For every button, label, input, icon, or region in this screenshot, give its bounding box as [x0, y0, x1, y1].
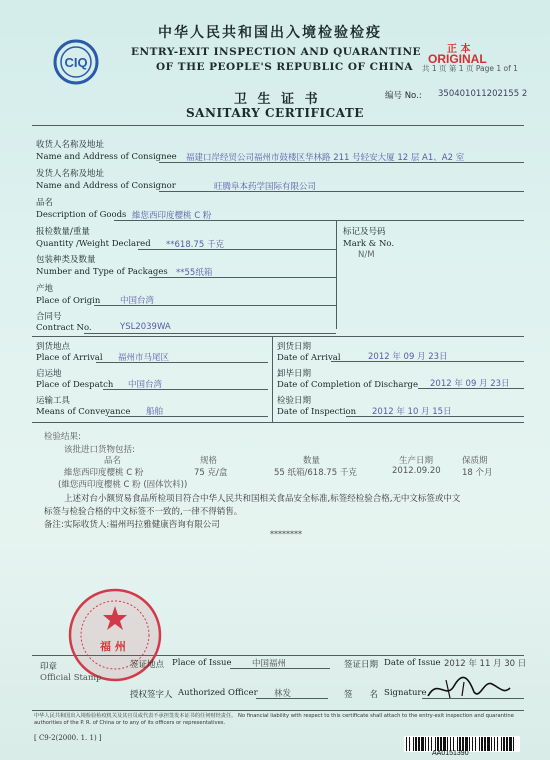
barcode-bar: [479, 737, 480, 751]
goods-label-en: Description of Goods: [36, 210, 127, 220]
barcode-bar: [459, 737, 461, 751]
barcode-bar: [481, 737, 483, 751]
barcode-bar: [450, 737, 451, 751]
certificate-number: 350401011202155 2: [438, 89, 528, 99]
issue-date-value: 2012 年 11 月 30 日: [444, 659, 527, 669]
barcode-bar: [431, 737, 432, 751]
issue-date-label-cn: 签证日期: [344, 660, 379, 670]
barcode-bar: [465, 737, 468, 751]
mark-value: N/M: [358, 250, 375, 260]
results-paragraph-2: 标签与检验合格的中文标签不一致的,一律不得销售。: [44, 507, 243, 517]
col-quantity: 数量: [303, 456, 321, 466]
barcode-bar: [506, 737, 508, 751]
officer-value: 林发: [274, 689, 292, 699]
barcode-bar: [453, 737, 454, 751]
discharge-label-cn: 卸毕日期: [277, 369, 312, 379]
quantity-label-cn: 报检数量/重量: [36, 227, 90, 237]
inspection-label-en: Date of Inspection: [277, 407, 357, 417]
barcode-bar: [503, 737, 505, 751]
barcode-bar: [413, 737, 414, 751]
form-code: [ C9-2(2000. 1. 1) ]: [34, 734, 102, 742]
consignee-label-en: Name and Address of Consignee: [36, 152, 177, 162]
quantity-value: **618.75 千克: [166, 240, 224, 250]
issuer-title-en-line2: OF THE PEOPLE'S REPUBLIC OF CHINA: [156, 61, 414, 73]
mark-label-en: Mark & No.: [343, 239, 395, 249]
stamp-label-en: Official Stamp: [40, 673, 102, 683]
row-shelf-life: 18 个月: [462, 468, 493, 478]
barcode-bar: [462, 737, 464, 751]
contract-label-cn: 合同号: [36, 312, 62, 322]
origin-label-en: Place of Origin: [36, 296, 101, 306]
contract-label-en: Contract No.: [36, 323, 92, 333]
stamp-city: 福 州: [100, 640, 126, 653]
origin-label-cn: 产地: [36, 284, 54, 294]
origin-value: 中国台湾: [120, 296, 155, 306]
barcode-bar: [409, 737, 410, 751]
consignor-label-en: Name and Address of Consignor: [36, 181, 176, 191]
barcode-bar: [487, 737, 490, 751]
original-stamp-cn: 正 本: [447, 44, 471, 55]
barcode-bar: [440, 737, 442, 751]
despatch-label-cn: 启运地: [36, 369, 62, 379]
arrival-place-label-en: Place of Arrival: [36, 353, 103, 363]
certificate-title-cn: 卫 生 证 书: [234, 92, 321, 107]
arrival-place-label-cn: 到货地点: [36, 342, 71, 352]
row-name: 維您西印度樱桃 C 粉: [64, 468, 144, 478]
signature-label-cn: 签 名: [344, 690, 379, 700]
results-note: (維您西印度樱桃 C 粉 (固体饮料)): [58, 480, 188, 490]
goods-label-cn: 品名: [36, 198, 54, 208]
barcode-bar: [494, 737, 495, 751]
results-heading: 检验结果:: [44, 432, 81, 442]
col-shelf-life: 保质期: [462, 456, 488, 466]
results-stars: ********: [270, 530, 302, 539]
results-paragraph-1: 上述对台小额贸易食品所检项目符合中华人民共和国相关食品安全标准,标签经检验合格,无中文标签或中文: [64, 494, 461, 504]
barcode-bar: [501, 737, 502, 751]
officer-label-cn: 授权签字人: [130, 690, 173, 700]
barcode-bar: [491, 737, 492, 751]
goods-value: 維您西印度樱桃 C 粉: [132, 211, 212, 221]
barcode-number: AA0151390: [432, 750, 469, 757]
officer-label-en: Authorized Officer: [178, 688, 258, 698]
row-spec: 75 克/盒: [194, 468, 228, 478]
disclaimer-cn: 中华人民共和国出入境检验检疫机关及其官员或代表不承担签发本证书的任何财经责任。: [34, 713, 237, 719]
conveyance-label-cn: 运输工具: [36, 396, 71, 406]
issue-place-label-en: Place of Issue: [172, 658, 232, 668]
despatch-label-en: Place of Despatch: [36, 380, 114, 390]
discharge-value: 2012 年 09 月 23日: [430, 379, 510, 389]
conveyance-label-en: Means of Conveyance: [36, 407, 131, 417]
barcode-bar: [435, 737, 436, 751]
logo-text: CIQ: [64, 55, 88, 70]
barcode-bar: [513, 737, 514, 751]
consignor-value: 旺腾阜本药学国际有限公司: [214, 182, 317, 192]
consignor-label-cn: 发货人名称及地址: [36, 169, 105, 179]
disclaimer: [34, 713, 524, 727]
original-stamp-en: ORIGINAL: [428, 52, 487, 66]
barcode-bar: [428, 737, 429, 751]
stamp-label-cn: 印章: [40, 662, 58, 672]
inspection-label-cn: 检验日期: [277, 396, 312, 406]
inspection-value: 2012 年 10 月 15日: [372, 407, 452, 417]
arrival-date-value: 2012 年 09 月 23日: [368, 352, 448, 362]
ciq-logo: [52, 38, 100, 86]
barcode-bar: [497, 737, 498, 751]
certificate-number-label: 编号 No.:: [385, 91, 422, 101]
barcode-bar: [509, 737, 512, 751]
issuer-title-cn: 中华人民共和国出入境检验检疫: [158, 25, 382, 41]
packages-label-cn: 包装种类及数量: [36, 255, 96, 265]
col-spec: 规格: [200, 456, 218, 466]
barcode-bar: [475, 737, 476, 751]
col-name: 品名: [104, 456, 122, 466]
barcode-bar: [457, 737, 458, 751]
conveyance-value: 船舶: [146, 407, 164, 417]
issue-place-label-cn: 签证地点: [130, 660, 165, 670]
barcode-bar: [406, 737, 407, 751]
col-production-date: 生产日期: [399, 456, 434, 466]
signature-label-en: Signature: [384, 688, 427, 698]
disclaimer-en: No financial liability with respect to this certificate shall attach to the entry-exit inspection and quarantine authorities of the P. R. of China or to any of its officers or representatives.: [34, 713, 514, 726]
barcode-bar: [469, 737, 470, 751]
packages-label-en: Number and Type of Packages: [36, 267, 168, 277]
consignee-value: 福建口岸经贸公司福州市鼓楼区华林路 211 号轻安大厦 12 层 A1、A2 室: [186, 153, 465, 163]
arrival-date-label-en: Date of Arrival: [277, 353, 341, 363]
quantity-label-en: Quantity /Weight Declared: [36, 239, 151, 249]
row-quantity: 55 纸箱/618.75 千克: [274, 468, 357, 478]
mark-label-cn: 标记及号码: [343, 227, 386, 237]
arrival-place-value: 福州市马尾区: [118, 353, 170, 363]
barcode-bar: [437, 737, 439, 751]
issuer-title-en-line1: ENTRY-EXIT INSPECTION AND QUARANTINE: [131, 46, 422, 58]
barcode-bar: [484, 737, 486, 751]
discharge-label-en: Date of Completion of Discharge: [277, 380, 418, 390]
barcode-bar: [415, 737, 417, 751]
barcode-bar: [425, 737, 426, 751]
barcode-bar: [418, 737, 420, 751]
contract-value: YSL2039WA: [120, 322, 171, 332]
results-subheading: 该批进口货物包括:: [64, 445, 135, 455]
despatch-value: 中国台湾: [128, 380, 163, 390]
barcode-bar: [472, 737, 473, 751]
issue-place-value: 中国福州: [252, 659, 287, 669]
barcode-bar: [421, 737, 424, 751]
barcode-bar: [447, 737, 448, 751]
barcode-bar: [443, 737, 446, 751]
certificate-title-en: SANITARY CERTIFICATE: [186, 106, 364, 120]
handwritten-signature: [424, 674, 514, 702]
results-paragraph-3: 备注:实际收货人:福州玛拉雅健康咨询有限公司: [44, 520, 220, 530]
packages-value: **55纸箱: [176, 268, 213, 278]
arrival-date-label-cn: 到货日期: [277, 342, 312, 352]
page-info: 共 1 页 第 1 页 Page 1 of 1: [422, 64, 518, 73]
row-production-date: 2012.09.20: [392, 466, 441, 476]
consignee-label-cn: 收货人名称及地址: [36, 140, 105, 150]
issue-date-label-en: Date of Issue: [384, 658, 441, 668]
